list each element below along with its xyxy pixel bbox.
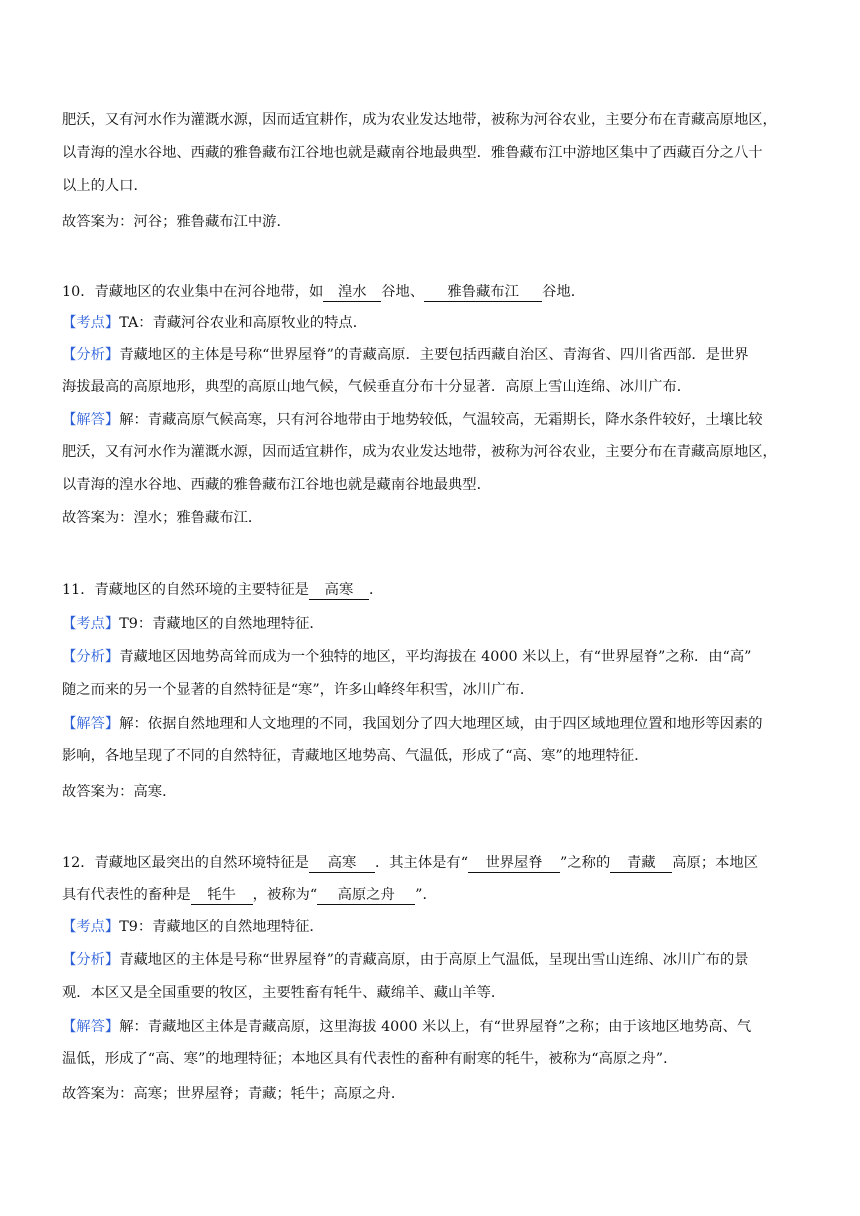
intro-line-3: 以上的人口． xyxy=(62,178,148,194)
q10-answer: 故答案为：湟水；雅鲁藏布江． xyxy=(62,510,263,526)
q10-jieda-line-2: 肥沃，又有河水作为灌溉水源，因而适宜耕作，成为农业发达地带，被称为河谷农业，主要分布在青藏高原地区， xyxy=(62,444,777,460)
q10-jieda-text-1: 解：青藏高原气候高寒，只有河谷地带由于地势较低，气温较高，无霜期长，降水条件较好，土壤比较 xyxy=(119,412,763,428)
q12-fenxi-line-1 xyxy=(62,950,749,970)
q10-fenxi-line-1 xyxy=(62,345,749,365)
q12-kaodian-tag: 【考点】 xyxy=(62,919,120,935)
q12-jieda-tag: 【解答】 xyxy=(62,1019,120,1035)
q10-kaodian-tag: 【考点】 xyxy=(62,315,120,331)
q12-fenxi-tag: 【分析】 xyxy=(62,952,120,968)
q11-stem-before: 11．青藏地区的自然环境的主要特征是 xyxy=(62,582,309,598)
q12-stem-g: ”． xyxy=(415,887,437,903)
q12-kaodian-text: T9：青藏地区的自然地理特征． xyxy=(119,919,324,935)
q11-kaodian xyxy=(62,614,324,634)
q11-fenxi-line-2: 随之而来的另一个显著的自然特征是“寒”，许多山峰终年积雪，冰川广布． xyxy=(62,682,535,698)
q12-stem-e: 具有代表性的畜种是 xyxy=(62,887,191,903)
q11-fenxi-text-1: 青藏地区因地势高耸而成为一个独特的地区，平均海拔在 4000 米以上，有“世界屋脊”之称．由“高” xyxy=(119,649,752,665)
q11-fenxi-line-1 xyxy=(62,647,751,667)
q11-jieda-line-1 xyxy=(62,714,763,734)
q11-answer: 故答案为：高寒． xyxy=(62,784,177,800)
q10-blank-2: 雅鲁藏布江 xyxy=(424,284,542,302)
q10-stem xyxy=(62,282,585,302)
q11-kaodian-tag: 【考点】 xyxy=(62,616,120,632)
q11-jieda-tag: 【解答】 xyxy=(62,716,120,732)
q12-blank-4: 牦牛 xyxy=(191,887,253,905)
q10-blank-1: 湟水 xyxy=(323,284,381,302)
q10-fenxi-tag: 【分析】 xyxy=(62,347,120,363)
q12-blank-2: 世界屋脊 xyxy=(468,855,560,873)
q12-jieda-text-1: 解：青藏地区主体是青藏高原，这里海拔 4000 米以上，有“世界屋脊”之称；由于该地区地势高、气 xyxy=(119,1019,752,1035)
q12-jieda-line-2: 温低，形成了“高、寒”的地理特征；本地区具有代表性的畜种有耐寒的牦牛，被称为“高原之舟”． xyxy=(62,1051,678,1067)
q10-stem-after: 谷地． xyxy=(542,284,586,300)
q12-stem-b: ．其主体是有“ xyxy=(374,855,469,871)
q12-answer: 故答案为：高寒；世界屋脊；青藏；牦牛；高原之舟． xyxy=(62,1086,406,1102)
q11-kaodian-text: T9：青藏地区的自然地理特征． xyxy=(119,616,324,632)
q12-blank-5: 高原之舟 xyxy=(317,887,415,905)
intro-line-2: 以青海的湟水谷地、西藏的雅鲁藏布江谷地也就是藏南谷地最典型．雅鲁藏布江中游地区集中了西藏百分之八十 xyxy=(62,145,763,161)
q12-fenxi-text-1: 青藏地区的主体是号称“世界屋脊”的青藏高原，由于高原上气温低，呈现出雪山连绵、冰川广布的景 xyxy=(119,952,749,968)
q12-stem-a: 12．青藏地区最突出的自然环境特征是 xyxy=(62,855,309,871)
intro-line-1: 肥沃，又有河水作为灌溉水源，因而适宜耕作，成为农业发达地带，被称为河谷农业，主要分布在青藏高原地区， xyxy=(62,112,777,128)
q10-jieda-tag: 【解答】 xyxy=(62,412,120,428)
q10-fenxi-line-2: 海拔最高的高原地形，典型的高原山地气候，气候垂直分布十分显著．高原上雪山连绵、冰川广布． xyxy=(62,379,692,395)
q12-blank-3: 青藏 xyxy=(610,855,672,873)
q12-fenxi-line-2: 观．本区又是全国重要的牧区，主要牲畜有牦牛、藏绵羊、藏山羊等． xyxy=(62,985,506,1001)
q10-jieda-line-1 xyxy=(62,410,763,430)
q10-kaodian-text: TA：青藏河谷农业和高原牧业的特点． xyxy=(119,315,368,331)
q12-stem-d: 高原；本地区 xyxy=(672,855,759,871)
q11-jieda-line-2: 影响，各地呈现了不同的自然特征，青藏地区地势高、气温低，形成了“高、寒”的地理特征． xyxy=(62,748,649,764)
q11-jieda-text-1: 解：依据自然地理和人文地理的不同，我国划分了四大地理区域，由于四区域地理位置和地形等因素的 xyxy=(119,716,763,732)
q10-kaodian xyxy=(62,313,367,333)
q10-fenxi-text-1: 青藏地区的主体是号称“世界屋脊”的青藏高原．主要包括西藏自治区、青海省、四川省西部．是世界 xyxy=(119,347,749,363)
q12-stem-c: ”之称的 xyxy=(560,855,611,871)
q11-blank-1: 高寒 xyxy=(309,582,369,600)
q12-blank-1: 高寒 xyxy=(309,855,375,873)
q12-stem-line-1 xyxy=(62,853,758,873)
q12-kaodian xyxy=(62,917,324,937)
q12-stem-line-2 xyxy=(62,885,437,905)
q10-stem-mid: 谷地、 xyxy=(381,284,425,300)
intro-answer: 故答案为：河谷；雅鲁藏布江中游． xyxy=(62,214,291,230)
q11-stem-after: ． xyxy=(368,582,384,598)
q10-jieda-line-3: 以青海的湟水谷地、西藏的雅鲁藏布江谷地也就是藏南谷地最典型． xyxy=(62,477,491,493)
q12-jieda-line-1 xyxy=(62,1017,751,1037)
q11-stem xyxy=(62,580,383,600)
q10-stem-before: 10．青藏地区的农业集中在河谷地带，如 xyxy=(62,284,324,300)
q12-stem-f: ，被称为“ xyxy=(252,887,318,903)
q11-fenxi-tag: 【分析】 xyxy=(62,649,120,665)
